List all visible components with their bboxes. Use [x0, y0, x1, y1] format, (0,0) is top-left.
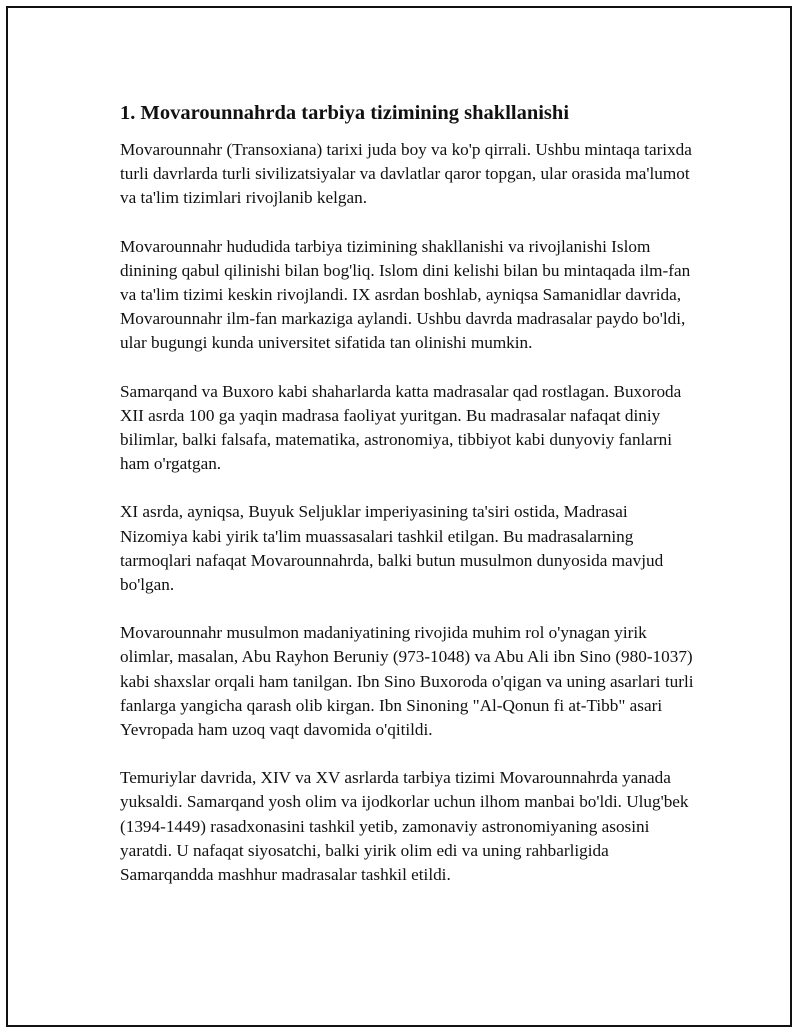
- section-heading: 1. Movarounnahrda tarbiya tizimining shakllanishi: [120, 102, 570, 124]
- paragraph-timurids: Temuriylar davrida, XIV va XV asrlarda tarbiya tizimi Movarounnahrda yanada yuksaldi. Samarqand yosh olim va ijodkorlar uchun ilhom manbai bo'ldi. Ulug'bek (1394-1449) rasadxonasini tashkil yetib, zamonaviy astronomiyaning asosini yaratdi. U nafaqat siyosatchi, balki yirik olim edi va uning rahbarligida Samarqandda mashhur madrasalar tashkil etildi.: [120, 768, 689, 885]
- document-page: [6, 6, 792, 1027]
- document-body: [120, 100, 695, 911]
- paragraph-intro: Movarounnahr (Transoxiana) tarixi juda boy va ko'p qirrali. Ushbu mintaqa tarixda turli davrlarda turli sivilizatsiyalar va davlatlar qaror topgan, ular orasida ma'lumot va ta'lim tizimlari rivojlanib kelgan.: [120, 140, 692, 208]
- paragraph-scholars: Movarounnahr musulmon madaniyatining rivojida muhim rol o'ynagan yirik olimlar, masalan, Abu Rayhon Beruniy (973-1048) va Abu Ali ibn Sino (980-1037) kabi shaxslar orqali ham tanilgan. Ibn Sino Buxoroda o'qigan va uning asarlari turli fanlarga yangicha qarash olib kirgan. Ibn Sinoning "Al-Qonun fi at-Tibb" asari Yevropada ham uzoq vaqt davomida o'qitildi.: [120, 623, 694, 740]
- paragraph-seljuks: XI asrda, ayniqsa, Buyuk Seljuklar imperiyasining ta'siri ostida, Madrasai Nizomiya kabi yirik ta'lim muassasalari tashkil etilgan. Bu madrasalarning tarmoqlari nafaqat Movarounnahrda, balki butun musulmon dunyosida mavjud bo'lgan.: [120, 502, 664, 595]
- paragraph-islam: Movarounnahr hududida tarbiya tizimining shakllanishi va rivojlanishi Islom dinining qabul qilinishi bilan bog'liq. Islom dini kelishi bilan bu mintaqada ilm-fan va ta'lim tizimi keskin rivojlandi. IX asrdan boshlab, ayniqsa Samanidlar davrida, Movarounnahr ilm-fan markaziga aylandi. Ushbu davrda madrasalar paydo bo'ldi, ular bugungi kunda universitet sifatida tan olinishi mumkin.: [120, 236, 691, 353]
- paragraph-madrasas: Samarqand va Buxoro kabi shaharlarda katta madrasalar qad rostlagan. Buxoroda XII asrda 100 ga yaqin madrasa faoliyat yuritgan. Bu madrasalar nafaqat diniy bilimlar, balki falsafa, matematika, astronomiya, tibbiyot kabi dunyoviy fanlarni ham o'rgatgan.: [120, 381, 682, 474]
